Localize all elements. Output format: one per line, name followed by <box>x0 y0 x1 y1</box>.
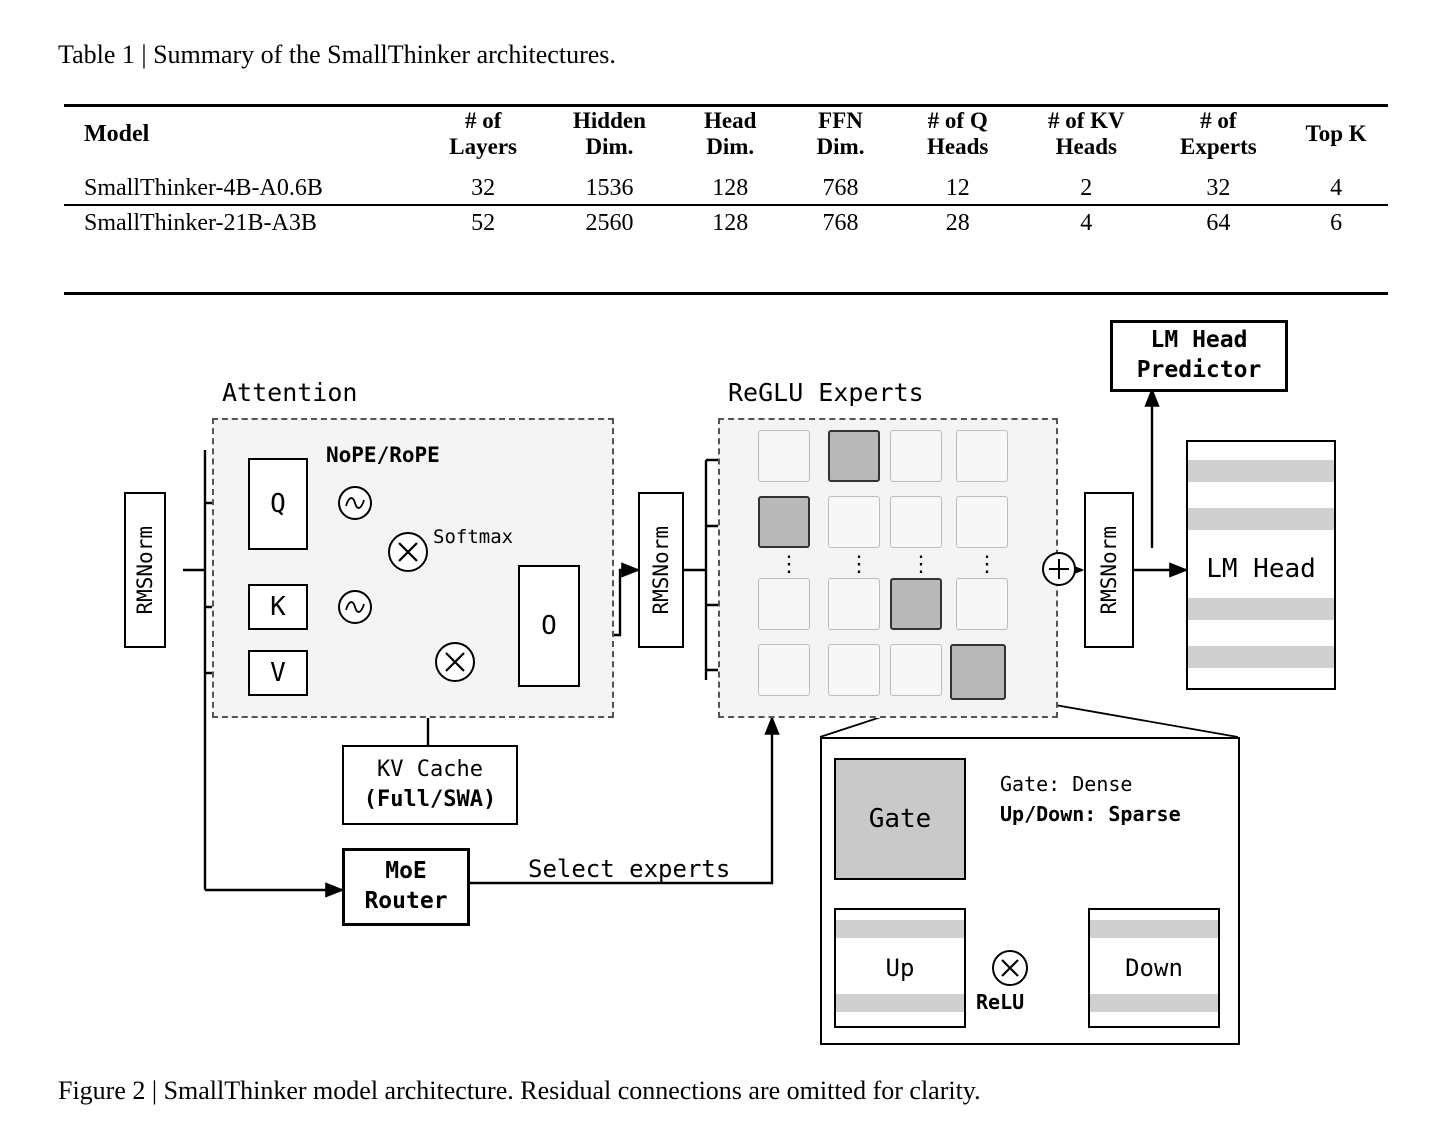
rope-k-icon <box>338 590 372 624</box>
rope-q-icon <box>338 486 372 520</box>
col-header-hidden-dim: Hidden Dim. <box>573 108 646 160</box>
expert-cell[interactable] <box>828 578 880 630</box>
cell-q-heads: 12 <box>945 174 970 201</box>
expert-cell[interactable] <box>956 496 1008 548</box>
rmsnorm-mid-block: RMSNorm <box>638 492 684 648</box>
select-experts-label: Select experts <box>528 855 731 883</box>
cell-top-k: 4 <box>1330 174 1343 201</box>
v-block: V <box>248 650 308 696</box>
cell-experts: 32 <box>1206 174 1231 201</box>
architecture-figure <box>0 300 1446 1070</box>
up-block <box>834 908 966 1028</box>
expert-cell-active[interactable] <box>950 644 1006 700</box>
q-block: Q <box>248 458 308 550</box>
expert-cell[interactable] <box>828 496 880 548</box>
cell-head-dim: 128 <box>712 209 749 236</box>
col-header-head-dim: Head Dim. <box>704 108 757 160</box>
attn-v-multiply-icon <box>435 642 475 682</box>
softmax-label: Softmax <box>433 526 514 548</box>
rmsnorm-out-block: RMSNorm <box>1084 492 1134 648</box>
gate-dense-label: Gate: Dense <box>1000 772 1133 796</box>
rmsnorm-input-block: RMSNorm <box>124 492 166 648</box>
down-label: Down <box>1125 954 1183 982</box>
lm-head-stripe <box>1188 646 1334 668</box>
kv-cache-block: KV Cache (Full/SWA) <box>342 745 518 825</box>
expert-cell[interactable] <box>890 644 942 696</box>
expert-cell[interactable] <box>890 430 942 482</box>
expert-cell[interactable] <box>828 644 880 696</box>
lm-head-stripe <box>1188 598 1334 620</box>
expert-ellipsis: ⋮ <box>976 552 998 577</box>
lm-head-predictor-block: LM Head Predictor <box>1110 320 1288 392</box>
expert-cell-active[interactable] <box>828 430 880 482</box>
down-stripe <box>1090 920 1218 938</box>
expert-cell-active[interactable] <box>758 496 810 548</box>
table-caption: Table 1 | Summary of the SmallThinker architectures. <box>58 40 616 69</box>
lm-head-stripe <box>1188 460 1334 482</box>
up-label: Up <box>885 954 915 982</box>
cell-ffn-dim: 768 <box>822 174 859 201</box>
cell-hidden-dim: 2560 <box>585 209 634 236</box>
lm-head-block <box>1186 440 1336 690</box>
expert-cell[interactable] <box>956 578 1008 630</box>
down-stripe <box>1090 994 1218 1012</box>
col-header-kv-heads: # of KV Heads <box>1047 108 1125 160</box>
cell-kv-heads: 4 <box>1080 209 1093 236</box>
cell-experts: 64 <box>1206 209 1231 236</box>
up-down-sparse-label: Up/Down: Sparse <box>1000 802 1181 826</box>
cell-hidden-dim: 1536 <box>585 174 634 201</box>
cell-layers: 32 <box>471 174 496 201</box>
expert-sum-icon <box>1042 552 1076 586</box>
lm-head-stripe <box>1188 508 1334 530</box>
cell-ffn-dim: 768 <box>822 209 859 236</box>
k-block: K <box>248 584 308 630</box>
attention-panel-label: Attention <box>222 378 358 407</box>
gate-block: Gate <box>834 758 966 880</box>
expert-cell[interactable] <box>758 578 810 630</box>
reglu-experts-label: ReGLU Experts <box>728 378 924 407</box>
relu-multiply-icon <box>992 950 1028 986</box>
table-rule-bottom <box>64 292 1388 295</box>
up-stripe <box>836 994 964 1012</box>
nope-rope-label: NoPE/RoPE <box>326 443 440 467</box>
o-block: O <box>518 565 580 687</box>
expert-ellipsis: ⋮ <box>778 552 800 577</box>
cell-model: SmallThinker-21B-A3B <box>84 209 317 236</box>
cell-kv-heads: 2 <box>1080 174 1093 201</box>
qk-multiply-icon <box>388 532 428 572</box>
col-header-top-k: Top K <box>1305 121 1367 147</box>
up-stripe <box>836 920 964 938</box>
relu-label: ReLU <box>976 990 1025 1014</box>
expert-cell-active[interactable] <box>890 578 942 630</box>
expert-cell[interactable] <box>956 430 1008 482</box>
table-row <box>64 171 1388 206</box>
expert-ellipsis: ⋮ <box>910 552 932 577</box>
expert-cell[interactable] <box>758 644 810 696</box>
cell-layers: 52 <box>471 209 496 236</box>
col-header-experts: # of Experts <box>1180 108 1257 160</box>
expert-cell[interactable] <box>758 430 810 482</box>
cell-q-heads: 28 <box>945 209 970 236</box>
table-row <box>64 206 1388 241</box>
col-header-layers: # of Layers <box>449 108 517 160</box>
figure-caption: Figure 2 | SmallThinker model architecture. Residual connections are omitted for clarity. <box>58 1076 981 1105</box>
expert-ellipsis: ⋮ <box>848 552 870 577</box>
col-header-q-heads: # of Q Heads <box>927 108 989 160</box>
col-header-model: Model <box>84 120 150 147</box>
architecture-table <box>64 104 1388 241</box>
cell-model: SmallThinker-4B-A0.6B <box>84 174 323 201</box>
cell-head-dim: 128 <box>712 174 749 201</box>
moe-router-block: MoE Router <box>342 848 470 926</box>
expert-cell[interactable] <box>890 496 942 548</box>
down-block <box>1088 908 1220 1028</box>
cell-top-k: 6 <box>1330 209 1343 236</box>
lm-head-label: LM Head <box>1206 554 1316 584</box>
col-header-ffn-dim: FFN Dim. <box>816 108 865 160</box>
